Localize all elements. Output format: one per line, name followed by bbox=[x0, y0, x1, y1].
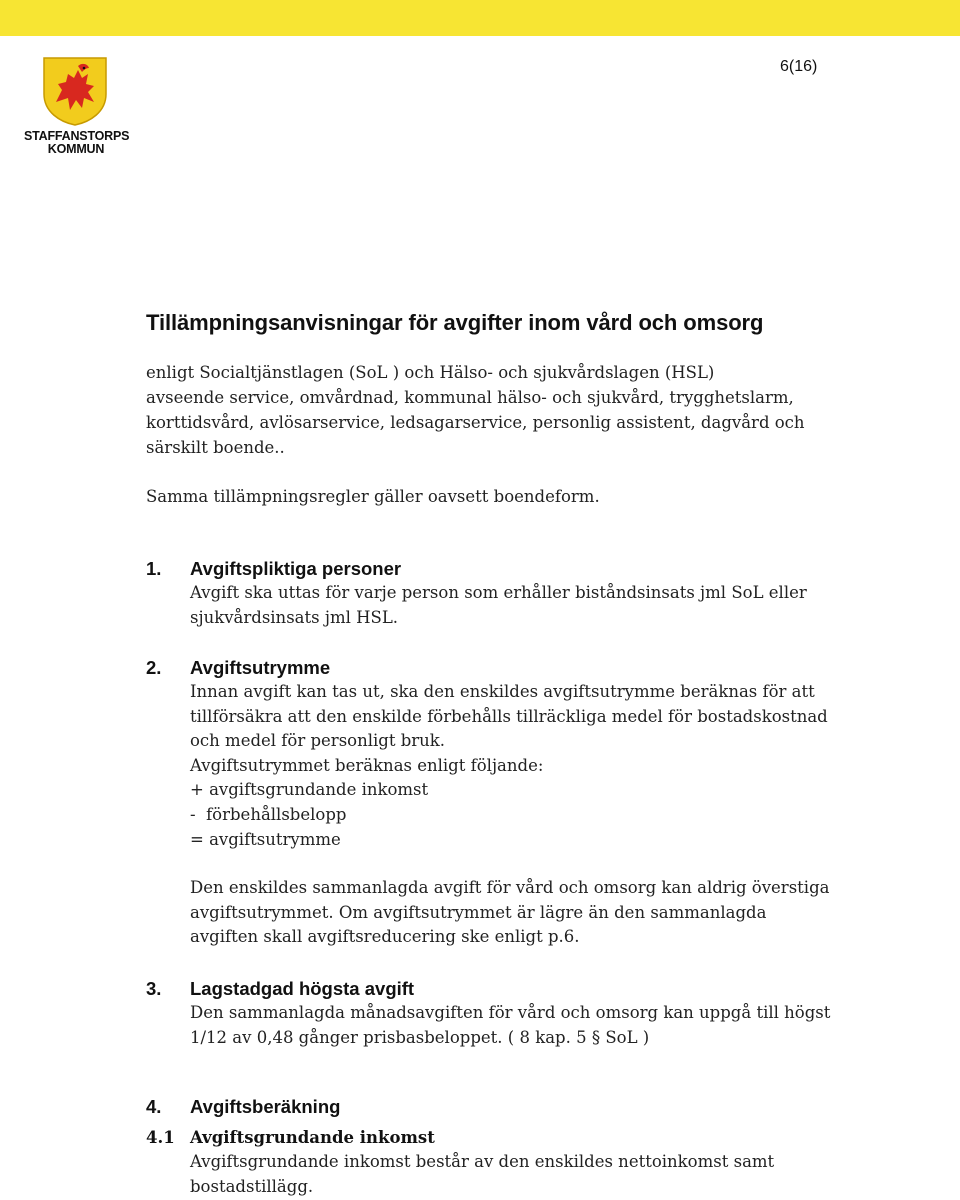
subsection-number: 4.1 bbox=[146, 1128, 175, 1147]
logo-text-line2: KOMMUN bbox=[47, 142, 105, 156]
body-line: sjukvårdsinsats jml HSL. bbox=[190, 607, 399, 627]
section-number: 3. bbox=[146, 978, 162, 999]
body-line: bostadstillägg. bbox=[190, 1176, 314, 1196]
intro-block bbox=[146, 360, 866, 509]
section-number: 2. bbox=[146, 657, 162, 678]
section-number: 4. bbox=[146, 1096, 162, 1117]
intro-note: Samma tillämpningsregler gäller oavsett boendeform. bbox=[146, 487, 600, 506]
body-line: Avgift ska uttas för varje person som erhåller biståndsinsats jml SoL eller bbox=[190, 583, 807, 602]
section-heading: Avgiftsutrymme bbox=[190, 657, 331, 678]
body-line: Avgiftsgrundande inkomst består av den enskildes nettoinkomst samt bbox=[190, 1152, 775, 1171]
section-number: 1. bbox=[146, 558, 162, 579]
body-line: tillförsäkra att den enskilde förbehålls tillräckliga medel för bostadskostnad bbox=[190, 706, 828, 726]
body-line: Den enskildes sammanlagda avgift för vård och omsorg kan aldrig överstiga bbox=[190, 878, 830, 898]
section-1 bbox=[146, 556, 886, 630]
intro-line: korttidsvård, avlösarservice, ledsagarservice, personlig assistent, dagvård och bbox=[146, 413, 805, 432]
spacer bbox=[146, 460, 866, 484]
body-line: 1/12 av 0,48 gånger prisbasbeloppet. ( 8 kap. 5 § SoL ) bbox=[190, 1027, 650, 1047]
intro-line: avseende service, omvårdnad, kommunal hälso- och sjukvård, trygghetslarm, bbox=[146, 388, 794, 407]
formula-line: = avgiftsutrymme bbox=[190, 829, 341, 849]
section-heading: Avgiftsberäkning bbox=[190, 1096, 341, 1117]
formula-line: + avgiftsgrundande inkomst bbox=[190, 780, 429, 800]
section-heading: Lagstadgad högsta avgift bbox=[190, 978, 415, 999]
section-2 bbox=[146, 655, 886, 950]
body-line: Avgiftsutrymmet beräknas enligt följande: bbox=[190, 755, 544, 775]
body-line: avgiften skall avgiftsreducering ske enligt p.6. bbox=[190, 927, 580, 947]
spacer bbox=[190, 852, 886, 876]
document-title: Tillämpningsanvisningar för avgifter inom vård och omsorg bbox=[146, 310, 764, 335]
logo-text-line1: STAFFANSTORPS bbox=[24, 129, 130, 143]
body-line: och medel för personligt bruk. bbox=[190, 731, 446, 751]
formula-line: - förbehållsbelopp bbox=[190, 804, 347, 824]
intro-line: enligt Socialtjänstlagen (SoL ) och Hälso- och sjukvårdslagen (HSL) bbox=[146, 363, 715, 382]
page-number: 6(16) bbox=[780, 58, 818, 75]
municipality-logo bbox=[24, 56, 128, 156]
section-3 bbox=[146, 976, 886, 1050]
section-4 bbox=[146, 1094, 886, 1199]
top-color-bar bbox=[0, 0, 960, 36]
section-heading: Avgiftspliktiga personer bbox=[190, 558, 402, 579]
coat-of-arms-icon bbox=[42, 56, 108, 126]
body-line: Innan avgift kan tas ut, ska den enskildes avgiftsutrymme beräknas för att bbox=[190, 682, 815, 701]
intro-line: särskilt boende.. bbox=[146, 438, 285, 457]
body-line: avgiftsutrymmet. Om avgiftsutrymmet är lägre än den sammanlagda bbox=[190, 902, 767, 922]
subsection-heading: Avgiftsgrundande inkomst bbox=[190, 1128, 435, 1147]
body-line: Den sammanlagda månadsavgiften för vård och omsorg kan uppgå till högst bbox=[190, 1003, 831, 1022]
